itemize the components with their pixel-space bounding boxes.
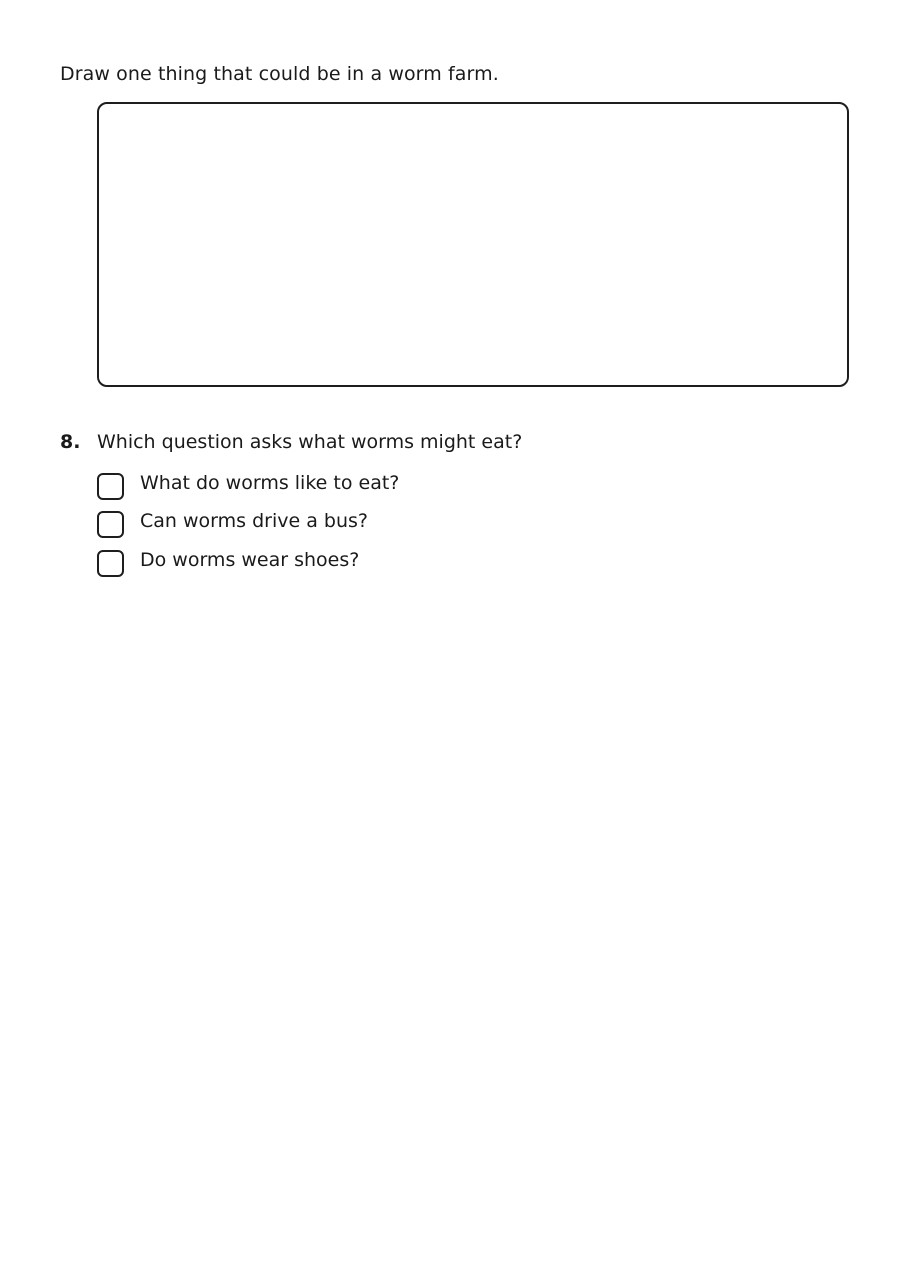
question-number: 8. (60, 431, 81, 453)
answer-option-1[interactable] (97, 471, 399, 501)
answer-option-label: Do worms wear shoes? (140, 549, 360, 571)
answer-checkbox[interactable] (97, 473, 124, 500)
drawing-box[interactable] (97, 102, 849, 387)
answer-checkbox[interactable] (97, 550, 124, 577)
answer-option-3[interactable] (97, 548, 359, 578)
answer-checkbox[interactable] (97, 511, 124, 538)
answer-option-label: Can worms drive a bus? (140, 510, 368, 532)
answer-option-label: What do worms like to eat? (140, 472, 400, 494)
drawing-instruction: Draw one thing that could be in a worm farm. (60, 63, 499, 85)
answer-option-2[interactable] (97, 509, 368, 539)
question-text: Which question asks what worms might eat? (97, 431, 523, 453)
